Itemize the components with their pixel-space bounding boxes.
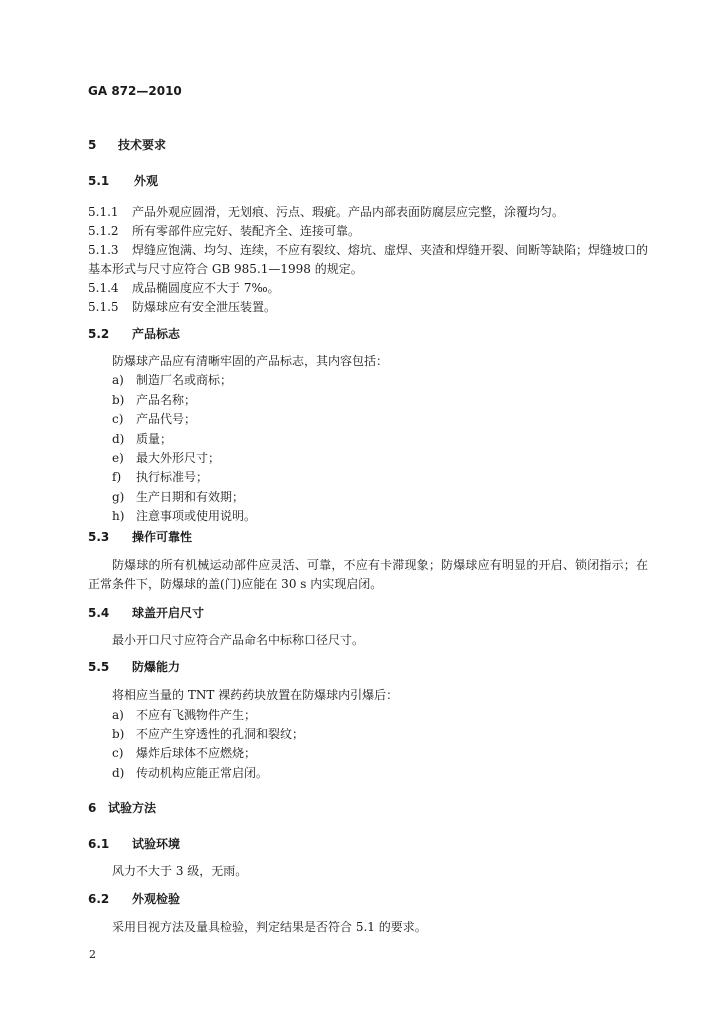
lid-opening-text: 最小开口尺寸应符合产品命名中标称口径尺寸。 xyxy=(112,633,365,647)
list-text: 不应产生穿透性的孔洞和裂纹； xyxy=(136,727,305,741)
list-text: 制造厂名或商标； xyxy=(136,373,233,387)
clause-text: 焊缝应饱满、均匀、连续，不应有裂纹、熔坑、虚焊、夹渣和焊缝开裂、间断等缺陷；焊缝坡口的基本形式与尺寸应符合 GB 985.1—1998 的规定。 xyxy=(88,243,649,276)
section-number: 5.3 xyxy=(88,530,110,544)
section-number: 5.5 xyxy=(88,660,110,674)
list-marker: d) xyxy=(112,766,125,780)
clause-text: 产品外观应圆滑，无划痕、污点、瑕疵。产品内部表面防腐层应完整，涂覆均匀。 xyxy=(132,205,565,219)
section-number: 5.1 xyxy=(88,174,110,188)
list-text: 产品名称； xyxy=(136,393,197,407)
list-text: 不应有飞溅物件产生； xyxy=(136,708,257,722)
list-marker: b) xyxy=(112,393,125,407)
list-text: 产品代号； xyxy=(136,412,197,426)
section-heading-6-1 xyxy=(88,835,180,853)
list-marker: d) xyxy=(112,432,125,446)
section-heading-5-1 xyxy=(88,172,158,190)
appearance-inspection-text: 采用目视方法及量具检验，判定结果是否符合 5.1 的要求。 xyxy=(112,920,427,934)
list-marker: a) xyxy=(112,373,124,387)
section-number: 5.4 xyxy=(88,606,110,620)
clause-text: 所有零部件应完好、装配齐全、连接可靠。 xyxy=(132,224,361,238)
list-marker: c) xyxy=(112,746,124,760)
section-heading-5 xyxy=(88,136,166,154)
section-heading-5-4 xyxy=(88,604,204,622)
list-marker: f) xyxy=(112,470,122,484)
clause-5-1-5 xyxy=(88,298,648,317)
section-title: 球盖开启尺寸 xyxy=(132,606,205,620)
list-item xyxy=(112,468,208,486)
section-number: 6.2 xyxy=(88,892,110,906)
section-heading-6 xyxy=(88,799,156,817)
section-title: 产品标志 xyxy=(132,327,181,341)
section-heading-5-5 xyxy=(88,658,180,676)
list-text: 生产日期和有效期； xyxy=(136,490,245,504)
marking-intro: 防爆球产品应有清晰牢固的产品标志，其内容包括： xyxy=(112,354,389,368)
list-item xyxy=(112,371,232,389)
section-heading-5-3 xyxy=(88,528,192,546)
list-text: 执行标准号； xyxy=(136,470,209,484)
test-environment-text: 风力不大于 3 级，无雨。 xyxy=(112,864,248,878)
section-title: 试验方法 xyxy=(108,801,157,815)
list-item xyxy=(112,449,220,467)
list-item xyxy=(112,725,304,743)
list-marker: b) xyxy=(112,727,125,741)
section-heading-6-2 xyxy=(88,890,180,908)
section-title: 试验环境 xyxy=(132,837,181,851)
operation-reliability-text: 防爆球的所有机械运动部件应灵活、可靠，不应有卡滞现象；防爆球应有明显的开启、锁闭指示；在正常条件下，防爆球的盖(门)应能在 30 s 内实现启闭。 xyxy=(88,558,648,591)
clause-number: 5.1.1 xyxy=(88,205,119,219)
list-item xyxy=(112,410,196,428)
section-title: 操作可靠性 xyxy=(132,530,193,544)
clause-number: 5.1.4 xyxy=(88,281,119,295)
section-heading-5-2 xyxy=(88,325,180,343)
page-number: 2 xyxy=(89,948,96,961)
list-item xyxy=(112,764,268,782)
clause-text: 成品椭圆度应不大于 7‰。 xyxy=(132,281,280,295)
clause-5-1-4 xyxy=(88,279,648,298)
list-text: 注意事项或使用说明。 xyxy=(136,509,257,523)
list-marker: g) xyxy=(112,490,125,504)
list-item xyxy=(112,507,256,525)
list-text: 爆炸后球体不应燃烧； xyxy=(136,746,257,760)
section-number: 6.1 xyxy=(88,837,110,851)
section-number: 5 xyxy=(88,138,97,152)
clause-text: 防爆球应有安全泄压装置。 xyxy=(132,300,277,314)
list-text: 最大外形尺寸； xyxy=(136,451,221,465)
explosion-proof-intro: 将相应当量的 TNT 裸药药块放置在防爆球内引爆后： xyxy=(112,688,399,702)
list-item xyxy=(112,430,172,448)
clause-5-1-1 xyxy=(88,203,648,222)
section-number: 6 xyxy=(88,801,97,815)
section-title: 外观 xyxy=(134,174,159,188)
section-title: 防爆能力 xyxy=(132,660,181,674)
clause-number: 5.1.2 xyxy=(88,224,119,238)
list-text: 质量； xyxy=(136,432,173,446)
list-marker: c) xyxy=(112,412,124,426)
list-item xyxy=(112,744,256,762)
section-title: 技术要求 xyxy=(118,138,167,152)
list-marker: a) xyxy=(112,708,124,722)
list-marker: h) xyxy=(112,509,125,523)
list-item xyxy=(112,391,196,409)
standard-code-header: GA 872—2010 xyxy=(88,84,182,98)
list-text: 传动机构应能正常启闭。 xyxy=(136,766,269,780)
list-item xyxy=(112,706,256,724)
clause-number: 5.1.3 xyxy=(88,243,119,257)
section-number: 5.2 xyxy=(88,327,110,341)
clause-5-1-2 xyxy=(88,222,648,241)
list-marker: e) xyxy=(112,451,124,465)
clause-number: 5.1.5 xyxy=(88,300,119,314)
clause-5-1-3 xyxy=(88,241,648,279)
list-item xyxy=(112,488,244,506)
section-title: 外观检验 xyxy=(132,892,181,906)
